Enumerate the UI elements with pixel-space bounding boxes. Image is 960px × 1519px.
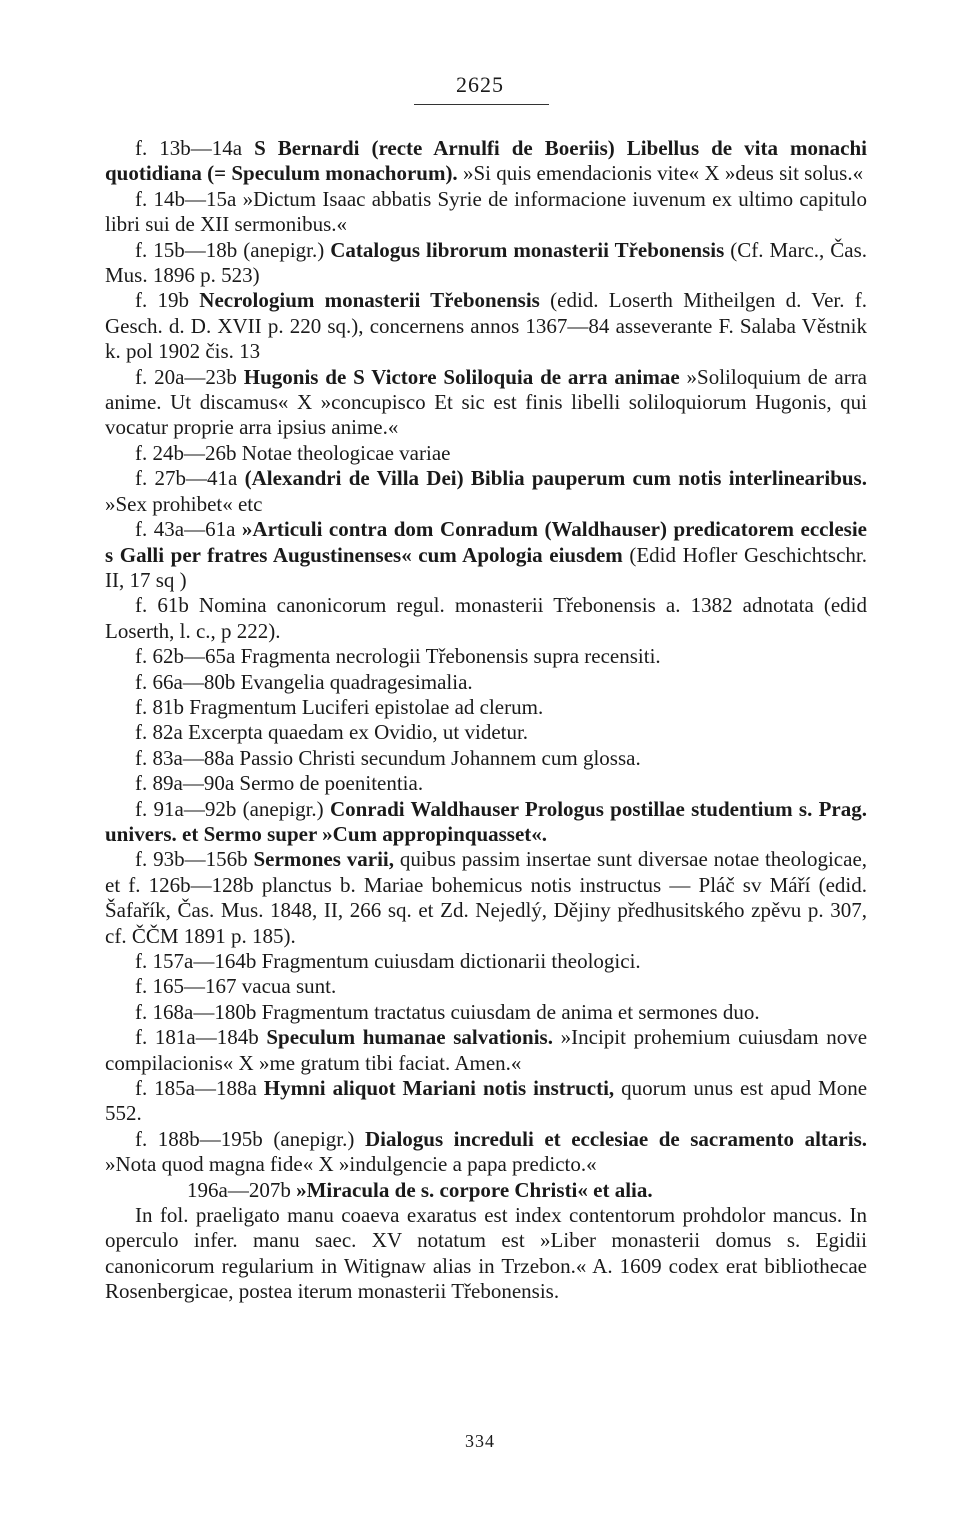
entry-description: »Sex prohibet« etc bbox=[105, 491, 263, 516]
contents-entry bbox=[105, 365, 867, 441]
contents-entry bbox=[105, 593, 867, 644]
folio-reference: f. 83a—88a bbox=[135, 745, 235, 770]
folio-reference: f. 91a—92b (anepigr.) bbox=[135, 796, 324, 821]
work-title: Speculum humanae salvationis. bbox=[266, 1025, 553, 1050]
work-title: Hymni aliquot Mariani notis instructi, bbox=[263, 1076, 615, 1101]
contents-entry bbox=[105, 288, 867, 364]
contents-entry bbox=[105, 974, 867, 999]
folio-reference: f. 27b—41a bbox=[135, 466, 238, 491]
entry-description: »Dictum Isaac abbatis Syrie de informacione iuvenum ex ultimo capitulo libri sui de XII sermonibus.« bbox=[105, 186, 867, 237]
contents-entry bbox=[105, 670, 867, 695]
folio-reference: f. 89a—90a bbox=[135, 771, 235, 796]
folio-reference: f. 43a—61a bbox=[135, 517, 236, 542]
entry-description: »Si quis emendacionis vite« X »deus sit solus.« bbox=[462, 161, 864, 186]
contents-entry bbox=[105, 1178, 867, 1203]
header-rule bbox=[414, 104, 549, 105]
entry-description: Fragmentum Luciferi epistolae ad clerum. bbox=[189, 694, 544, 719]
contents-entry bbox=[105, 441, 867, 466]
contents-entry bbox=[105, 517, 867, 593]
contents-entry bbox=[105, 1203, 867, 1305]
contents-entry bbox=[105, 695, 867, 720]
entry-description: quorum unus est apud Mone 552. bbox=[105, 1076, 868, 1126]
folio-reference: f. 165—167 bbox=[135, 974, 237, 999]
entry-description: Excerpta quaedam ex Ovidio, ut videtur. bbox=[188, 720, 529, 745]
work-title: Hugonis de S Victore Soliloquia de arra animae bbox=[243, 364, 680, 389]
folio-reference: f. 14b—15a bbox=[135, 186, 237, 211]
contents-entry bbox=[105, 847, 867, 949]
entry-description: (Cf. Marc., Čas. Mus. 1896 p. 523) bbox=[105, 237, 867, 288]
folio-reference: f. 181a—184b bbox=[135, 1025, 259, 1050]
entry-description: (edid. Loserth Mitheilgen d. Ver. f. Gesch. d. D. XVII p. 220 sq.), concernens annos 1367—84 asseverante F. Salaba Věstnik k. pol 1902 čis. 13 bbox=[105, 288, 868, 364]
work-title: »Miracula de s. corpore Christi« et alia. bbox=[296, 1177, 653, 1202]
folio-reference: f. 19b bbox=[135, 288, 190, 313]
entry-description: vacua sunt. bbox=[241, 974, 337, 999]
folio-reference: f. 188b—195b (anepigr.) bbox=[135, 1126, 355, 1151]
work-title: Dialogus increduli et ecclesiae de sacramento altaris. bbox=[364, 1126, 867, 1151]
entry-description: Notae theologicae variae bbox=[241, 440, 451, 465]
folio-reference: f. 81b bbox=[135, 694, 184, 719]
folio-reference: f. 185a—188a bbox=[135, 1076, 257, 1101]
work-title: S Bernardi (recte Arnulfi de Boeriis) Libellus de vita monachi quotidiana (= Speculum monachorum). bbox=[105, 136, 867, 186]
folio-reference: f. 15b—18b (anepigr.) bbox=[135, 237, 325, 262]
manuscript-contents-list bbox=[105, 136, 867, 1305]
contents-entry bbox=[105, 466, 867, 517]
entry-description: »Incipit prohemium cuiusdam nove compilacionis« X »me gratum tibi faciat. Amen.« bbox=[105, 1025, 868, 1075]
folio-reference: f. 168a—180b bbox=[135, 999, 257, 1024]
folio-reference: f. 61b bbox=[135, 593, 189, 618]
folio-reference: f. 82a bbox=[135, 720, 183, 745]
page-header-number: 2625 bbox=[456, 72, 504, 97]
entry-description: Evangelia quadragesimalia. bbox=[240, 669, 473, 694]
folio-reference: f. 62b—65a bbox=[135, 644, 236, 669]
work-title: »Articuli contra dom Conradum (Waldhauser) predicatorem ecclesie s Galli per fratres Augustinenses« cum Apologia eiusdem bbox=[105, 517, 867, 567]
entry-description: (Edid Hofler Geschichtschr. II, 17 sq ) bbox=[105, 542, 867, 592]
contents-entry bbox=[105, 187, 867, 238]
entry-description: Passio Christi secundum Johannem cum glossa. bbox=[239, 745, 641, 770]
entry-description: »Soliloquium de arra anime. Ut discamus« X »concupisco Et sic est finis libelli soliloquiorum Hugonis, qui vocatur proprie arra ipsius anime.« bbox=[105, 364, 868, 440]
contents-entry bbox=[105, 136, 867, 187]
contents-entry bbox=[105, 746, 867, 771]
folio-reference: f. 24b—26b bbox=[135, 440, 237, 465]
entry-description: quibus passim insertae sunt diversae notae theologicae, et f. 126b—128b planctus b. Mariae bohemicus notis instructus — Pláč sv Máří (edid. Šafařík, Čas. Mus. 1848, II, 266 sq. et Zd. Nejedlý, Dějiny předhusitského zpěvu p. 307, cf. ČČM 1891 p. 185). bbox=[105, 847, 868, 948]
contents-entry bbox=[105, 720, 867, 745]
folio-reference: f. 13b—14a bbox=[135, 136, 243, 160]
contents-entry bbox=[105, 797, 867, 848]
entry-description: »Nota quod magna fide« X »indulgencie a papa predicto.« bbox=[105, 1152, 597, 1177]
folio-reference: f. 20a—23b bbox=[135, 364, 237, 389]
entry-description: Nomina canonicorum regul. monasterii Třebonensis a. 1382 adnotata (edid Loserth, l. c., p 222). bbox=[105, 593, 868, 643]
contents-entry bbox=[105, 1025, 867, 1076]
folio-reference: f. 157a—164b bbox=[135, 949, 257, 973]
entry-description: Fragmentum tractatus cuiusdam de anima et sermones duo. bbox=[261, 999, 760, 1024]
folio-reference: f. 93b—156b bbox=[135, 847, 248, 872]
contents-entry bbox=[105, 1076, 867, 1127]
work-title: Sermones varii, bbox=[253, 847, 395, 872]
entry-description: Fragmenta necrologii Třebonensis supra recensiti. bbox=[240, 644, 661, 669]
work-title: Necrologium monasterii Třebonensis bbox=[199, 288, 540, 313]
contents-entry bbox=[105, 1127, 867, 1178]
page-footer-number: 334 bbox=[465, 1431, 495, 1451]
contents-entry bbox=[105, 238, 867, 289]
folio-reference: 196a—207b bbox=[187, 1177, 291, 1202]
entry-description: In fol. praeligato manu coaeva exaratus est index contentorum prohdolor mancus. In operculo infer. manu saec. XV notatum est »Liber monasterii domus s. Egidii canonicorum regularium in Witignaw alias in Trzebon.« A. 1609 codex erat bibliothecae Rosenbergicae, postea iterum monasterii Třebonensis. bbox=[105, 1203, 867, 1304]
entry-description: Sermo de poenitentia. bbox=[239, 771, 424, 796]
entry-description: Fragmentum cuiusdam dictionarii theologici. bbox=[261, 949, 641, 973]
folio-reference: f. 66a—80b bbox=[135, 669, 236, 694]
work-title: Conradi Waldhauser Prologus postillae studentium s. Prag. univers. et Sermo super »Cum appropinquasset«. bbox=[105, 796, 867, 846]
work-title: Catalogus librorum monasterii Třebonensis bbox=[330, 237, 725, 262]
contents-entry bbox=[105, 1000, 867, 1025]
contents-entry bbox=[105, 771, 867, 796]
contents-entry bbox=[105, 644, 867, 669]
contents-entry bbox=[105, 949, 867, 974]
work-title: (Alexandri de Villa Dei) Biblia pauperum cum notis interlinearibus. bbox=[244, 466, 867, 491]
